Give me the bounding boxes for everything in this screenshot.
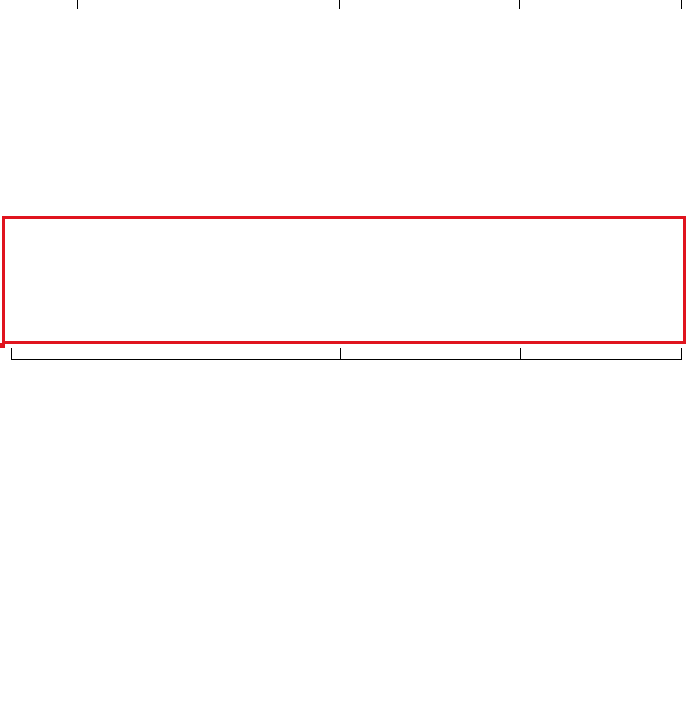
top-strip [11,0,682,9]
blank-row [11,348,682,360]
spec-sheet [11,0,682,703]
manufacturing-highlight-box [2,216,686,344]
highlight-marker [0,343,5,348]
